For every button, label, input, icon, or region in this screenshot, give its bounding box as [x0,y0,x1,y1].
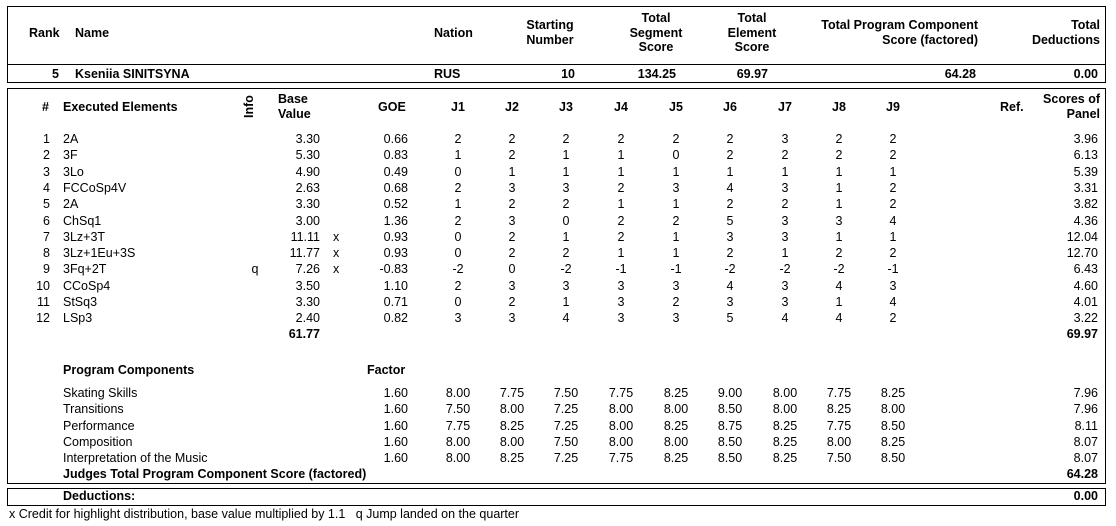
component-judge-7: 8.00 [772,402,798,417]
element-judge-9: 2 [889,180,897,195]
component-judge-3: 7.25 [553,418,579,433]
hdr-element-score: Total Element Score [727,11,777,54]
element-judge-6: 2 [726,197,734,212]
component-judge-4: 7.75 [608,386,634,400]
list-item [0,450,1116,466]
element-judge-1: 2 [454,180,462,195]
skater-nation: RUS [434,67,461,81]
hdr-rank: Rank [29,26,60,40]
component-judge-9: 8.25 [880,386,906,400]
element-judge-1: 2 [454,213,462,228]
element-judge-7: 4 [781,311,789,326]
element-judge-1: 2 [454,278,462,293]
element-judge-7: 1 [781,246,789,261]
element-judge-4: 2 [617,180,625,195]
element-name: FCCoSp4V [63,180,127,195]
element-score: 6.13 [1073,148,1098,163]
element-goe: -0.83 [379,262,408,277]
element-judge-6: 2 [726,246,734,261]
element-judge-2: 2 [508,295,516,309]
element-judge-5: 2 [672,295,680,309]
element-judge-8: 1 [835,197,843,212]
component-judge-3: 7.25 [553,402,579,417]
element-judge-4: 3 [617,278,625,293]
element-goe: 0.83 [383,148,408,163]
element-bonus-flag: x [333,246,340,261]
pc-total-value: 64.28 [1066,467,1098,481]
element-judge-4: 1 [617,197,625,212]
element-judge-2: 0 [508,262,516,277]
table-row [0,310,1116,326]
element-goe: 1.10 [383,278,408,293]
col-judge-3: J3 [559,100,573,114]
element-goe: 1.36 [383,213,408,228]
list-item [0,385,1116,401]
element-name: ChSq1 [63,213,102,228]
element-judge-8: 2 [835,246,843,261]
hdr-segment-score: Total Segment Score [629,11,683,54]
element-judge-4: 3 [617,295,625,309]
component-judge-5: 8.25 [663,418,689,433]
elements-base-total: 61.77 [288,327,320,341]
element-judge-3: 1 [562,148,570,163]
element-judge-2: 3 [508,278,516,293]
element-judge-7: 1 [781,164,789,179]
pc-title: Program Components [63,363,195,377]
element-judge-3: 1 [562,295,570,309]
element-judge-9: 1 [889,164,897,179]
element-score: 4.01 [1073,295,1098,309]
element-judge-8: 4 [835,311,843,326]
element-base-value: 3.30 [295,295,320,309]
skater-segment-score: 134.25 [637,67,676,81]
element-judge-8: 4 [835,278,843,293]
element-base-value: 11.77 [289,246,320,261]
component-judge-7: 8.00 [772,386,798,400]
element-base-value: 2.63 [295,180,320,195]
element-judge-1: 0 [454,246,462,261]
element-judge-6: 3 [726,295,734,309]
element-base-value: 3.50 [295,278,320,293]
element-judge-5: 3 [672,180,680,195]
element-number: 12 [36,311,50,326]
element-judge-5: 2 [672,213,680,228]
element-judge-6: 3 [726,229,734,244]
element-judge-5: 3 [672,278,680,293]
element-judge-2: 3 [508,213,516,228]
component-judge-5: 8.25 [663,451,689,466]
element-judge-9: 2 [889,148,897,163]
element-judge-1: 0 [454,164,462,179]
col-judge-4: J4 [614,100,628,114]
table-row [0,180,1116,196]
component-name: Skating Skills [63,386,138,400]
component-judge-9: 8.25 [880,434,906,449]
element-number: 8 [43,246,50,261]
element-number: 4 [43,180,50,195]
table-row [0,196,1116,212]
summary-divider [7,64,1106,65]
element-judge-1: 0 [454,295,462,309]
element-judge-5: -1 [670,262,682,277]
element-base-value: 2.40 [295,311,320,326]
component-judge-9: 8.50 [880,451,906,466]
component-judge-7: 8.25 [772,434,798,449]
element-judge-4: -1 [615,262,627,277]
component-factor: 1.60 [383,434,408,449]
element-judge-4: 2 [617,229,625,244]
component-factor: 1.60 [383,402,408,417]
element-judge-6: 4 [726,180,734,195]
table-row [0,213,1116,229]
skater-deductions: 0.00 [1073,67,1098,81]
component-judge-4: 8.00 [608,402,634,417]
element-judge-5: 2 [672,132,680,146]
element-judge-7: 3 [781,213,789,228]
element-score: 3.31 [1073,180,1098,195]
element-judge-1: 1 [454,197,462,212]
element-number: 7 [43,229,50,244]
col-judge-5: J5 [669,100,683,114]
component-judge-9: 8.50 [880,418,906,433]
element-judge-7: -2 [779,262,791,277]
element-judge-3: 1 [562,229,570,244]
skater-pcs: 64.28 [944,67,976,81]
element-judge-9: 2 [889,197,897,212]
element-name: 3Lz+1Eu+3S [63,246,136,261]
element-name: 3Lo [63,164,84,179]
component-name: Performance [63,418,135,433]
element-score: 12.70 [1066,246,1098,261]
pc-total-label: Judges Total Program Component Score (factored) [63,467,367,481]
element-judge-6: 2 [726,148,734,163]
component-judge-2: 7.75 [499,386,525,400]
hdr-pcs: Total Program Component Score (factored) [821,18,978,47]
element-judge-5: 0 [672,148,680,163]
table-row [0,147,1116,163]
element-judge-2: 1 [508,164,516,179]
component-judge-2: 8.00 [499,434,525,449]
element-score: 3.96 [1073,132,1098,146]
element-base-value: 7.26 [295,262,320,277]
element-judge-4: 1 [617,246,625,261]
element-judge-3: 2 [562,197,570,212]
element-judge-9: 2 [889,246,897,261]
component-score: 8.07 [1073,434,1098,449]
element-name: StSq3 [63,295,98,309]
element-judge-9: 4 [889,295,897,309]
element-judge-7: 3 [781,229,789,244]
element-judge-1: 3 [454,311,462,326]
pc-factor-header: Factor [367,363,406,377]
component-judge-3: 7.50 [553,434,579,449]
component-score: 7.96 [1073,386,1098,400]
element-judge-7: 2 [781,148,789,163]
element-number: 3 [43,164,50,179]
element-goe: 0.93 [383,229,408,244]
col-judge-8: J8 [832,100,846,114]
element-name: 2A [63,197,79,212]
component-judge-1: 7.50 [445,402,471,417]
component-judge-4: 8.00 [608,418,634,433]
element-judge-2: 3 [508,180,516,195]
list-item [0,401,1116,417]
element-judge-8: 2 [835,148,843,163]
element-goe: 0.71 [383,295,408,309]
element-judge-8: 1 [835,295,843,309]
element-judge-9: 3 [889,278,897,293]
table-row [0,294,1116,310]
element-base-value: 11.11 [290,229,320,244]
component-factor: 1.60 [383,418,408,433]
element-number: 1 [43,132,50,146]
element-judge-3: 3 [562,180,570,195]
element-judge-3: 4 [562,311,570,326]
element-judge-2: 2 [508,246,516,261]
component-judge-6: 8.50 [717,402,743,417]
element-score: 6.43 [1073,262,1098,277]
element-judge-6: 1 [726,164,734,179]
element-judge-8: 1 [835,164,843,179]
component-name: Transitions [63,402,124,417]
table-row [0,278,1116,294]
element-number: 10 [36,278,50,293]
element-info: q [251,262,259,277]
component-judge-8: 7.75 [826,386,852,400]
element-number: 5 [43,197,50,212]
table-row [0,229,1116,245]
element-judge-6: 5 [726,213,734,228]
col-judge-9: J9 [886,100,900,114]
element-goe: 0.93 [383,246,408,261]
col-judge-1: J1 [451,100,465,114]
element-base-value: 5.30 [295,148,320,163]
col-ref: Ref. [1000,100,1024,114]
component-judge-7: 8.25 [772,418,798,433]
element-judge-3: 2 [562,246,570,261]
component-name: Composition [63,434,133,449]
element-bonus-flag: x [333,262,340,277]
element-number: 9 [43,262,50,277]
element-judge-2: 2 [508,132,516,146]
component-judge-1: 8.00 [445,434,471,449]
element-judge-7: 3 [781,278,789,293]
element-goe: 0.82 [383,311,408,326]
element-goe: 0.68 [383,180,408,195]
table-row [0,164,1116,180]
col-base: Base Value [278,92,311,121]
element-judge-5: 1 [672,164,680,179]
component-judge-9: 8.00 [880,402,906,417]
element-judge-6: -2 [724,262,736,277]
skater-starting-number: 10 [561,67,575,81]
col-scores: Scores of Panel [1043,92,1100,121]
component-judge-6: 8.50 [717,434,743,449]
col-elements: Executed Elements [63,100,178,114]
table-row [0,131,1116,147]
table-row [0,261,1116,277]
hdr-name: Name [75,26,110,40]
component-judge-5: 8.25 [663,386,689,400]
element-judge-4: 1 [617,148,625,163]
element-judge-2: 2 [508,148,516,163]
component-judge-8: 8.25 [826,402,852,417]
col-judge-6: J6 [723,100,737,114]
list-item [0,418,1116,434]
element-judge-3: 1 [562,164,570,179]
hdr-starting-number: Starting Number [526,18,574,47]
element-judge-3: -2 [560,262,572,277]
footnote: x Credit for highlight distribution, base value multiplied by 1.1 q Jump landed on the quarter [9,507,520,521]
element-score: 4.36 [1073,213,1098,228]
element-judge-1: 1 [454,148,462,163]
element-judge-4: 2 [617,132,625,146]
col-info: Info [242,95,256,118]
component-score: 8.07 [1073,451,1098,466]
skater-element-score: 69.97 [736,67,768,81]
col-goe: GOE [378,100,406,114]
element-judge-5: 3 [672,311,680,326]
component-judge-2: 8.25 [499,418,525,433]
component-judge-7: 8.25 [772,451,798,466]
list-item [0,434,1116,450]
element-name: 3Fq+2T [63,262,107,277]
hdr-nation: Nation [434,26,473,40]
element-judge-7: 3 [781,295,789,309]
element-judge-2: 3 [508,311,516,326]
component-score: 8.11 [1074,418,1098,433]
element-base-value: 3.30 [295,197,320,212]
deductions-label: Deductions: [63,489,136,503]
element-judge-4: 2 [617,213,625,228]
element-judge-5: 1 [672,229,680,244]
element-name: 3F [63,148,78,163]
deductions-value: 0.00 [1073,489,1098,503]
element-judge-9: -1 [887,262,899,277]
component-judge-3: 7.50 [553,386,579,400]
element-judge-9: 2 [889,311,897,326]
element-judge-5: 1 [672,197,680,212]
component-judge-1: 8.00 [445,451,471,466]
component-score: 7.96 [1073,402,1098,417]
element-score: 3.82 [1073,197,1098,212]
element-number: 11 [37,295,50,309]
element-judge-1: 2 [454,132,462,146]
col-num: # [42,100,49,114]
element-judge-9: 1 [889,229,897,244]
element-bonus-flag: x [333,229,340,244]
element-judge-8: 1 [835,180,843,195]
element-name: 3Lz+3T [63,229,106,244]
component-judge-6: 8.75 [717,418,743,433]
col-judge-7: J7 [778,100,792,114]
element-judge-7: 3 [781,132,789,146]
component-judge-8: 7.50 [826,451,852,466]
element-judge-7: 2 [781,197,789,212]
component-judge-8: 8.00 [826,434,852,449]
element-judge-6: 4 [726,278,734,293]
element-score: 5.39 [1073,164,1098,179]
element-judge-9: 4 [889,213,897,228]
component-name: Interpretation of the Music [63,451,208,466]
element-number: 6 [43,213,50,228]
element-judge-1: -2 [452,262,464,277]
hdr-deductions: Total Deductions [1031,18,1100,47]
element-goe: 0.49 [383,164,408,179]
component-judge-6: 9.00 [717,386,743,400]
component-judge-5: 8.00 [663,434,689,449]
element-judge-2: 2 [508,197,516,212]
element-judge-4: 3 [617,311,625,326]
element-judge-8: -2 [833,262,845,277]
element-base-value: 3.00 [295,213,320,228]
component-factor: 1.60 [383,451,408,466]
component-judge-8: 7.75 [826,418,852,433]
skater-name: Kseniia SINITSYNA [75,67,190,81]
component-judge-2: 8.00 [499,402,525,417]
deductions-box [7,488,1106,506]
skater-rank: 5 [52,67,59,81]
element-number: 2 [43,148,50,163]
element-judge-8: 2 [835,132,843,146]
elements-score-total: 69.97 [1066,327,1098,341]
element-judge-3: 3 [562,278,570,293]
element-judge-6: 5 [726,311,734,326]
element-judge-9: 2 [889,132,897,146]
component-judge-2: 8.25 [499,451,525,466]
element-score: 3.22 [1073,311,1098,326]
element-judge-7: 3 [781,180,789,195]
element-score: 12.04 [1066,229,1098,244]
element-goe: 0.52 [383,197,408,212]
component-judge-3: 7.25 [553,451,579,466]
element-name: 2A [63,132,79,146]
element-goe: 0.66 [383,132,408,146]
table-row [0,245,1116,261]
element-judge-5: 1 [672,246,680,261]
element-judge-4: 1 [617,164,625,179]
element-judge-6: 2 [726,132,734,146]
component-judge-1: 7.75 [445,418,471,433]
element-base-value: 4.90 [295,164,320,179]
element-judge-2: 2 [508,229,516,244]
component-judge-4: 7.75 [608,451,634,466]
element-judge-3: 2 [562,132,570,146]
element-judge-1: 0 [454,229,462,244]
component-factor: 1.60 [383,386,408,400]
col-judge-2: J2 [505,100,519,114]
element-score: 4.60 [1073,278,1098,293]
component-judge-6: 8.50 [717,451,743,466]
element-base-value: 3.30 [295,132,320,146]
element-judge-3: 0 [562,213,570,228]
component-judge-4: 8.00 [608,434,634,449]
element-judge-8: 3 [835,213,843,228]
element-name: LSp3 [63,311,93,326]
element-name: CCoSp4 [63,278,111,293]
element-judge-8: 1 [835,229,843,244]
component-judge-5: 8.00 [663,402,689,417]
component-judge-1: 8.00 [445,386,471,400]
